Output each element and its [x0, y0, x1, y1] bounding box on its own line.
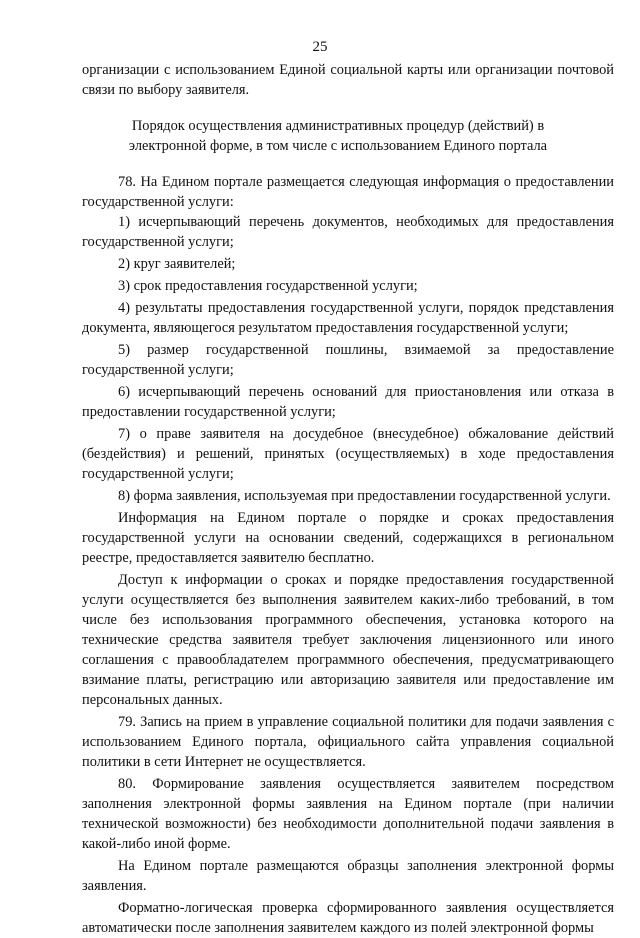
- list-item: 1) исчерпывающий перечень документов, необходимых для предоставления государственной услуги;: [82, 214, 614, 250]
- paragraph-78-intro: 78. На Едином портале размещается следующая информация о предоставлении государственной услуги:: [82, 174, 614, 210]
- list-item: 7) о праве заявителя на досудебное (внесудебное) обжалование действий (бездействия) и решений, принятых (осуществляемых) в ходе предоставления государственной услуги;: [82, 426, 614, 482]
- paragraph-80: 80. Формирование заявления осуществляется заявителем посредством заполнения электронной формы заявления на Едином портале (при наличии технической возможности) без необходимости дополнительной подачи заявления в какой-либо иной форме.: [82, 776, 614, 852]
- access-info-paragraph: Доступ к информации о сроках и порядке предоставления государственной услуги осуществляется без выполнения заявителем каких-либо требований, в том числе без использования программного обеспечения, установка которого на технические средства заявителя требует заключения лицензионного или иного соглашения с правообладателем программного обеспечения, предусматривающего взимание платы, регистрацию или авторизацию заявителя или предоставление им персональных данных.: [82, 572, 614, 708]
- list-item: 5) размер государственной пошлины, взимаемой за предоставление государственной услуги;: [82, 342, 614, 378]
- section-heading: Порядок осуществления административных процедур (действий) в электронной форме, в том числе с использованием Единого портала: [128, 118, 548, 154]
- samples-paragraph: На Едином портале размещаются образцы заполнения электронной формы заявления.: [82, 858, 614, 894]
- list-item: 3) срок предоставления государственной услуги;: [118, 278, 418, 294]
- list-item: 6) исчерпывающий перечень оснований для приостановления или отказа в предоставлении государственной услуги;: [82, 384, 614, 420]
- list-item: 2) круг заявителей;: [118, 256, 236, 272]
- format-check-paragraph: Форматно-логическая проверка сформированного заявления осуществляется автоматически после заполнения заявителем каждого из полей электронной формы: [82, 900, 614, 936]
- paragraph-79: 79. Запись на прием в управление социальной политики для подачи заявления с использованием Единого портала, официального сайта управления социальной политики в сети Интернет не осуществляется.: [82, 714, 614, 770]
- list-item: 4) результаты предоставления государственной услуги, порядок представления документа, являющегося результатом предоставления государственной услуги;: [82, 300, 614, 336]
- continuation-paragraph: организации с использованием Единой социальной карты или организации почтовой связи по выбору заявителя.: [82, 62, 614, 98]
- list-item: 8) форма заявления, используемая при предоставлении государственной услуги.: [118, 488, 611, 504]
- info-free-paragraph: Информация на Едином портале о порядке и сроках предоставления государственной услуги на основании сведений, содержащихся в региональном реестре, предоставляется заявителю бесплатно.: [82, 510, 614, 566]
- page-number: 25: [312, 39, 328, 55]
- document-body: [82, 60, 614, 938]
